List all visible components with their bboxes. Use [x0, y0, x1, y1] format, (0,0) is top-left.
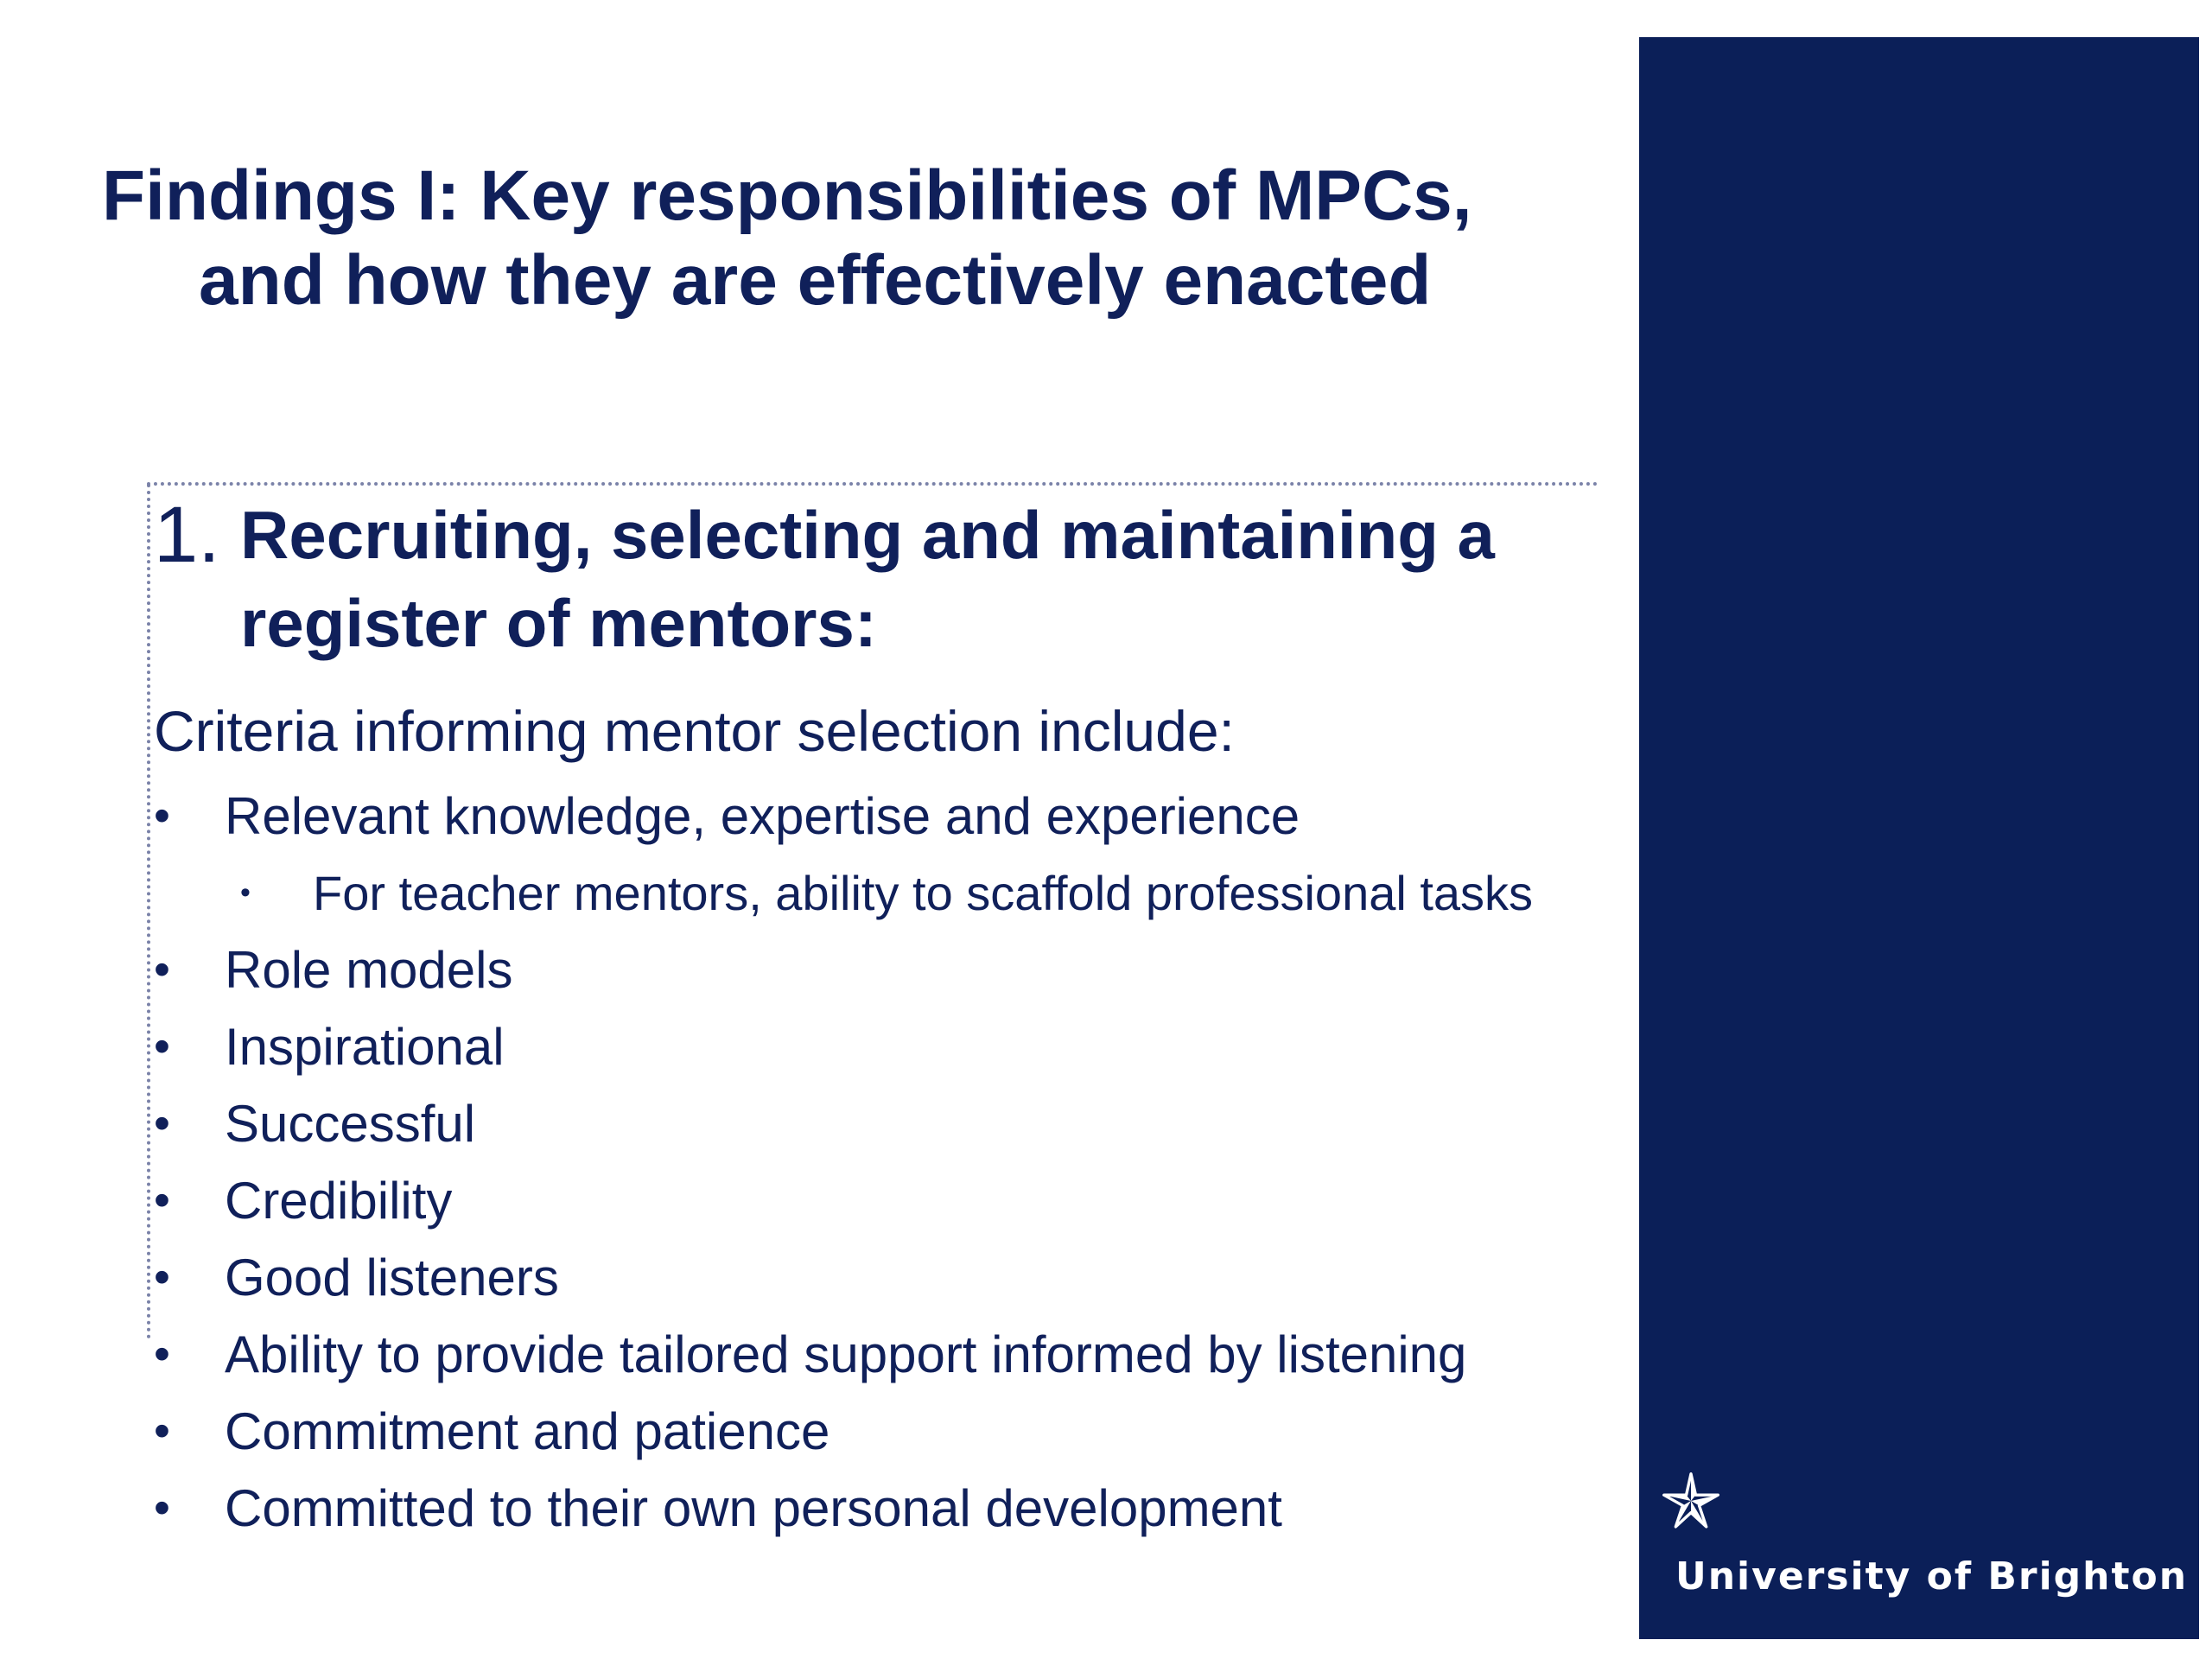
bullet-icon: •	[154, 1482, 170, 1534]
bullet-icon: •	[154, 790, 170, 842]
bullet-icon: •	[154, 1251, 170, 1303]
list-item	[154, 1393, 1623, 1470]
list-item	[154, 1085, 1623, 1162]
sub-bullet-icon: •	[240, 876, 251, 909]
list-item	[154, 1316, 1623, 1393]
section-heading	[154, 491, 1580, 667]
bullet-icon: •	[154, 1097, 170, 1149]
list-item-text: Good listeners	[225, 1249, 559, 1306]
bullet-icon: •	[154, 1174, 170, 1226]
star-compass-icon	[1662, 1471, 1720, 1530]
list-item-text: Ability to provide tailored support informed by listening	[225, 1325, 1467, 1383]
section-heading-text: Recruiting, selecting and maintaining a register of mentors:	[240, 497, 1495, 661]
list-item-text: Relevant knowledge, expertise and experience	[225, 787, 1300, 845]
bullet-icon: •	[154, 1328, 170, 1380]
bullet-icon: •	[154, 944, 170, 995]
list-item	[154, 1239, 1623, 1316]
bullet-icon: •	[154, 1020, 170, 1072]
list-item	[154, 1162, 1623, 1239]
list-item	[154, 778, 1623, 855]
list-item	[154, 1470, 1623, 1547]
university-name: University of Brighton	[1675, 1554, 2189, 1599]
slide-title	[102, 154, 1528, 323]
brand-side-panel	[1639, 37, 2199, 1639]
list-item-text: Inspirational	[225, 1018, 505, 1076]
list-item-text: Committed to their own personal development	[225, 1479, 1282, 1537]
section-number: 1.	[154, 491, 220, 579]
list-item-text: For teacher mentors, ability to scaffold professional tasks	[313, 866, 1534, 920]
list-item-text: Credibility	[225, 1172, 453, 1230]
criteria-list	[154, 778, 1623, 1547]
bullet-icon: •	[154, 1405, 170, 1457]
criteria-intro: Criteria informing mentor selection include:	[154, 699, 1235, 763]
list-item-text: Successful	[225, 1095, 476, 1153]
list-item	[154, 931, 1623, 1008]
placeholder-border-left	[147, 484, 150, 1339]
list-item-text: Commitment and patience	[225, 1402, 830, 1460]
list-item-text: Role models	[225, 941, 513, 999]
slide-title-line-2: and how they are effectively enacted	[199, 241, 1432, 320]
slide-title-line-1: Findings I: Key responsibilities of MPCs,	[102, 156, 1472, 235]
list-item	[154, 1008, 1623, 1085]
list-subitem	[154, 855, 1623, 931]
placeholder-border-top	[147, 482, 1599, 486]
